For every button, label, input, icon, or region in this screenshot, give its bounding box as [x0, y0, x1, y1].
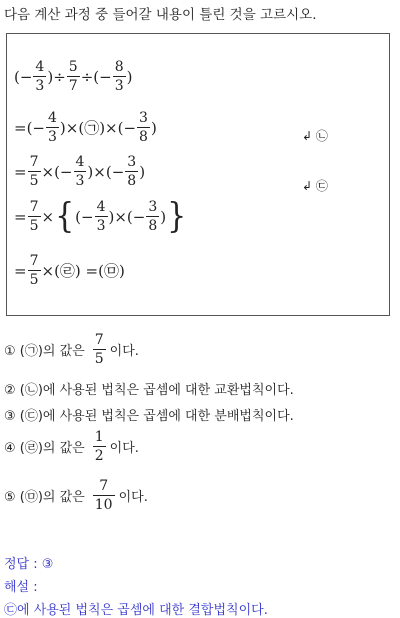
math-text: ) — [160, 207, 167, 226]
denominator: 5 — [29, 218, 39, 234]
option-3[interactable]: ③ (㉢)에 사용된 법칙은 곱셈에 대한 분배법칙이다. — [4, 409, 294, 424]
math-line-5 — [14, 254, 125, 287]
math-text: =(− — [14, 118, 45, 137]
option-4[interactable] — [4, 430, 139, 463]
math-text: × — [41, 207, 55, 226]
fraction — [33, 60, 46, 93]
step-note-b: ↲ ㉡ — [302, 129, 328, 143]
option-1[interactable] — [4, 333, 139, 366]
numerator: 3 — [127, 154, 137, 170]
numerator: 7 — [94, 332, 104, 348]
denominator: 3 — [35, 78, 45, 94]
option-text: 이다. — [118, 490, 148, 505]
math-text: ×(㉣) =(㉤) — [41, 262, 125, 280]
fraction — [28, 254, 41, 287]
math-text: (− — [14, 67, 33, 86]
math-line-2 — [14, 111, 157, 144]
left-brace: { — [55, 195, 75, 237]
fraction — [46, 111, 59, 144]
math-text: )×(㉠)×(− — [59, 119, 137, 137]
denominator: 3 — [48, 129, 57, 145]
denominator: 8 — [127, 173, 137, 189]
step-note-c: ↲ ㉢ — [302, 179, 328, 193]
fraction — [93, 479, 115, 512]
math-line-3 — [14, 155, 145, 188]
question-text: 다음 계산 과정 중 들어갈 내용이 틀린 것을 고르시오. — [4, 7, 317, 23]
fraction — [95, 200, 108, 233]
numerator: 5 — [68, 59, 78, 75]
numerator: 8 — [114, 59, 124, 75]
fraction — [93, 430, 106, 463]
fraction — [125, 155, 138, 188]
math-text: )÷ — [47, 67, 66, 86]
math-text: (− — [75, 207, 94, 226]
denominator: 5 — [94, 351, 104, 367]
explanation-text: ㉢에 사용된 법칙은 곱셈에 대한 결합법칙이다. — [4, 603, 268, 618]
numerator: 7 — [29, 253, 39, 269]
math-text: ) — [126, 67, 133, 86]
right-brace: } — [167, 195, 187, 237]
fraction — [28, 200, 41, 233]
numerator: 4 — [96, 199, 106, 215]
fraction — [146, 200, 159, 233]
numerator: 1 — [94, 429, 104, 445]
denominator: 3 — [114, 78, 124, 94]
denominator: 10 — [94, 497, 113, 513]
fraction — [93, 333, 106, 366]
math-text: )×(− — [87, 162, 125, 181]
math-text: ) — [139, 162, 146, 181]
denominator: 5 — [29, 272, 39, 288]
denominator: 3 — [96, 218, 106, 234]
option-5[interactable] — [4, 479, 148, 512]
math-text: ÷(− — [80, 67, 112, 86]
numerator: 3 — [148, 199, 158, 215]
math-line-1 — [14, 60, 132, 93]
numerator: 4 — [35, 59, 45, 75]
denominator: 2 — [94, 448, 104, 464]
numerator: 7 — [99, 478, 109, 494]
option-text: ① (㉠)의 값은 — [4, 344, 85, 359]
fraction — [74, 155, 87, 188]
denominator: 5 — [29, 173, 39, 189]
denominator: 3 — [75, 173, 85, 189]
numerator: 7 — [29, 154, 39, 170]
math-text: = — [14, 261, 27, 280]
numerator: 4 — [48, 110, 57, 126]
answer-line: 정답 : ③ — [4, 557, 54, 572]
fraction — [67, 60, 80, 93]
numerator: 4 — [75, 154, 85, 170]
denominator: 8 — [139, 129, 148, 145]
option-text: 이다. — [109, 441, 139, 456]
denominator: 7 — [68, 78, 78, 94]
fraction — [28, 155, 41, 188]
numerator: 7 — [29, 199, 39, 215]
math-text: )×(− — [108, 207, 146, 226]
denominator: 8 — [148, 218, 158, 234]
math-text: ×(− — [41, 162, 73, 181]
fraction — [113, 60, 126, 93]
math-text: = — [14, 207, 27, 226]
explanation-label: 해설 : — [4, 580, 38, 595]
math-text: ) — [150, 118, 157, 137]
math-line-4 — [14, 195, 187, 237]
option-text: ④ (㉣)의 값은 — [4, 441, 85, 456]
option-text: ⑤ (㉤)의 값은 — [4, 490, 85, 505]
fraction — [137, 111, 150, 144]
math-text: = — [14, 162, 27, 181]
option-2[interactable]: ② (㉡)에 사용된 법칙은 곱셈에 대한 교환법칙이다. — [4, 383, 294, 398]
numerator: 3 — [139, 110, 148, 126]
option-text: 이다. — [109, 344, 139, 359]
